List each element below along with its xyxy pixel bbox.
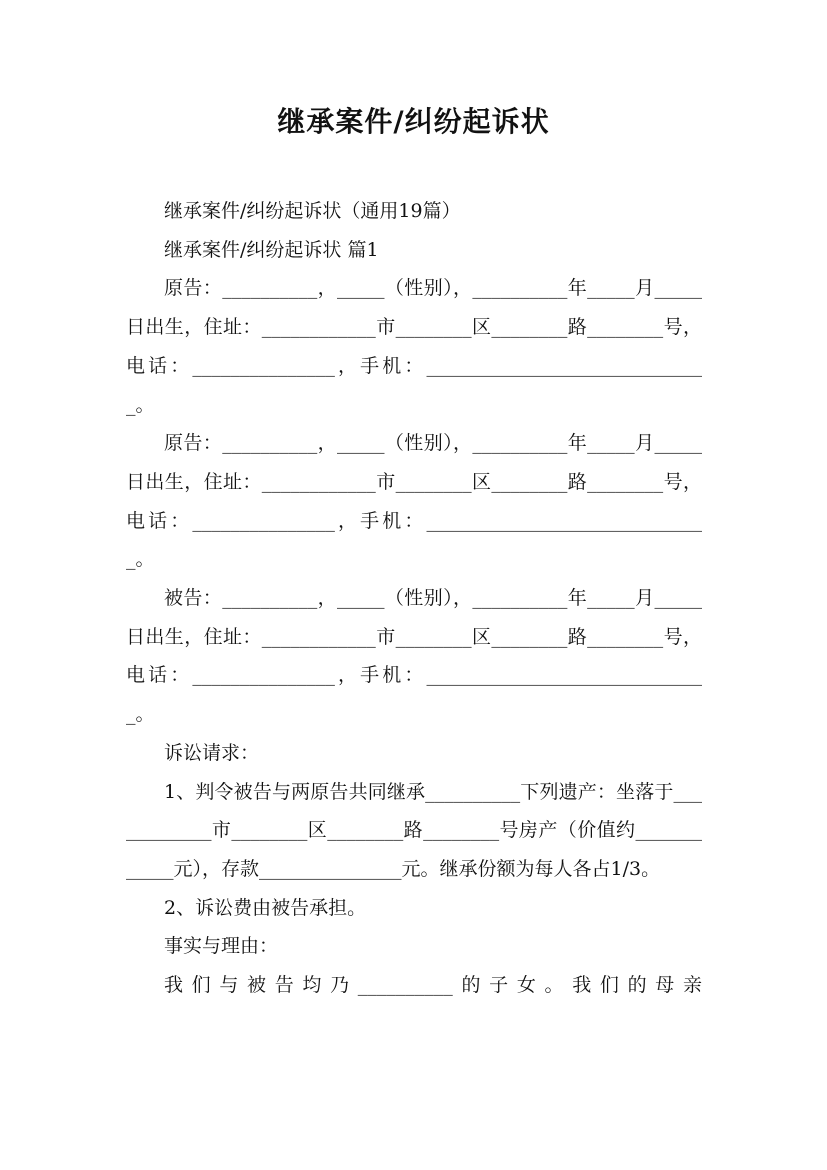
paragraph-plaintiff-1: 原告：__________，_____（性别），__________年_____月_____日出生，住址：____________市________区________路________号，电话：_______________，手机：______________________________。 xyxy=(126,277,702,416)
document-body xyxy=(126,192,702,1005)
paragraph-section-heading: 继承案件/纠纷起诉状 篇1 xyxy=(164,238,379,261)
paragraph-defendant: 被告：__________，_____（性别），__________年_____月_____日出生，住址：____________市________区________路________号，电话：_______________，手机：______________________________。 xyxy=(126,587,702,726)
paragraph-claims-heading: 诉讼请求： xyxy=(164,741,260,764)
paragraph-plaintiff-2: 原告：__________，_____（性别），__________年_____月_____日出生，住址：____________市________区________路________号，电话：_______________，手机：______________________________。 xyxy=(126,432,702,571)
document-title: 继承案件/纠纷起诉状 xyxy=(277,105,550,138)
paragraph-facts-body: 我们与被告均乃__________的子女。我们的母亲 xyxy=(164,974,702,997)
paragraph-facts-heading: 事实与理由： xyxy=(164,935,279,958)
paragraph-claim-1: 1、判令被告与两原告共同继承__________下列遗产：坐落于____________市________区________路________号房产（价值约____________元），存款_______________元。继承份额为每人各占1/3。 xyxy=(126,780,702,880)
paragraph-claim-2: 2、诉讼费由被告承担。 xyxy=(164,896,367,919)
paragraph-subtitle: 继承案件/纠纷起诉状（通用19篇） xyxy=(164,200,461,222)
